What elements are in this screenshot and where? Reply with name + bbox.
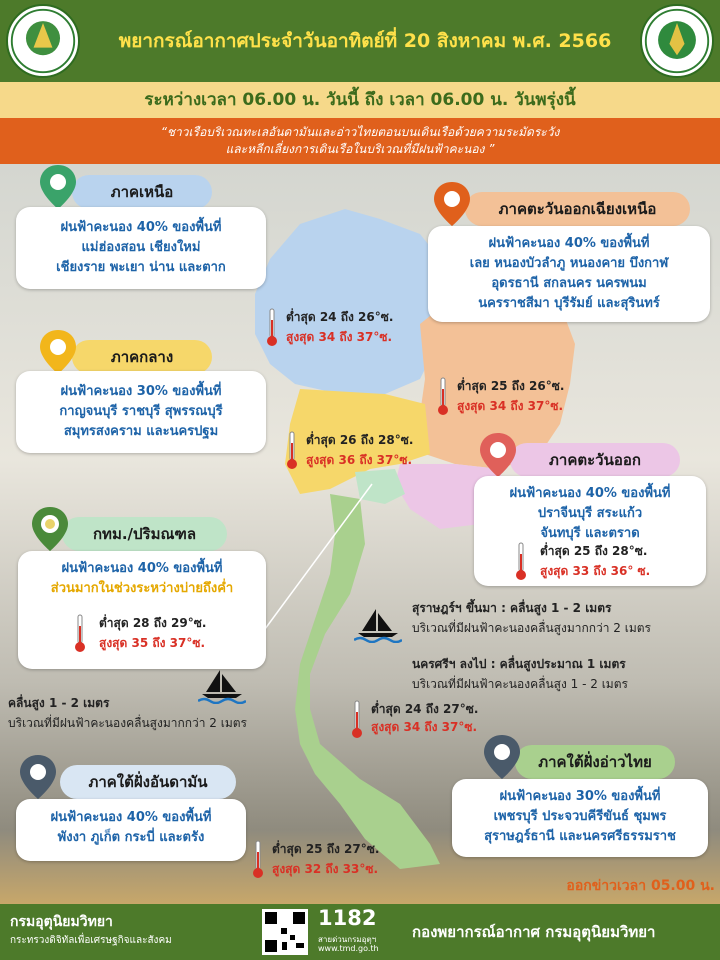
footer-ministry: กระทรวงดิจิทัลเพื่อเศรษฐกิจและสังคม [10,935,172,946]
ministry-logo [6,4,80,78]
temp-south-gulf [351,700,479,744]
thermometer-icon [515,542,527,582]
temp-low: ต่ำสุด 25 ถึง 26°ซ. [457,379,565,393]
northeast-provinces-3: นครราชสีมา บุรีรัมย์ และสุรินทร์ [478,296,660,311]
location-pin-icon [38,328,78,376]
region-tag-bangkok: กทม./ปริมณฑล [62,517,227,551]
temp-low: ต่ำสุด 28 ถึง 29°ซ. [99,616,207,630]
hotline-number: 1182 [318,906,377,930]
central-provinces-1: กาญจนบุรี ราชบุรี สุพรรณบุรี [59,404,223,419]
sailboat-icon [354,607,402,643]
location-pin-icon [482,733,522,781]
temp-south-andaman [252,840,380,884]
north-provinces-2: เชียงราย พะเยา น่าน และตาก [56,260,226,275]
location-pin-icon [18,753,58,801]
temp-high: สูงสุด 32 ถึง 33°ซ. [272,862,379,876]
forecast-card-south-gulf [452,779,708,857]
temp-high: สูงสุด 33 ถึง 36° ซ. [540,564,651,578]
northeast-provinces-1: เลย หนองบัวลำภู หนองคาย บึงกาฬ [469,256,669,271]
location-pin-icon [432,180,472,228]
east-provinces-2: จันทบุรี และตราด [540,526,640,541]
location-pin-icon [478,431,518,479]
footer-org: กรมอุตุนิยมวิทยา [10,914,113,930]
page-title: พยากรณ์อากาศประจำวันอาทิตย์ที่ 20 สิงหาคม พ.ศ. 2566 [118,30,612,52]
temp-north [266,308,394,352]
marine-notice [0,118,720,164]
thermometer-icon [74,614,86,654]
qr-code-icon[interactable] [262,909,308,955]
region-tag-south-gulf: ภาคใต้ฝั่งอ่าวไทย [515,745,675,779]
northeast-rain: ฝนฟ้าคะนอง 40% ของพื้นที่ [488,236,650,251]
forecast-period: ระหว่างเวลา 06.00 น. วันนี้ ถึง เวลา 06.00 น. วันพรุ่งนี้ [0,82,720,118]
central-provinces-2: สมุทรสงคราม และนครปฐม [63,424,219,439]
east-rain: ฝนฟ้าคะนอง 40% ของพื้นที่ [509,486,671,501]
region-tag-east: ภาคตะวันออก [510,443,680,477]
sea-andaman-sub: บริเวณที่มีฝนฟ้าคะนองคลื่นสูงมากกว่า 2 เมตร [8,716,248,730]
thermometer-icon [351,700,363,740]
temp-central [286,431,414,475]
temp-low: ต่ำสุด 24 ถึง 27°ซ. [371,702,479,716]
temp-low: ต่ำสุด 25 ถึง 27°ซ. [272,842,380,856]
temp-high: สูงสุด 34 ถึง 37°ซ. [371,720,478,734]
thermometer-icon [266,308,278,348]
temp-high: สูงสุด 34 ถึง 37°ซ. [286,330,393,344]
sea-upper-title: สุราษฎร์ฯ ขึ้นมา : คลื่นสูง 1 - 2 เมตร [412,601,612,615]
east-provinces-1: ปราจีนบุรี สระแก้ว [537,506,643,521]
north-rain: ฝนฟ้าคะนอง 40% ของพื้นที่ [60,220,222,235]
temp-bangkok [74,614,207,658]
south-gulf-rain: ฝนฟ้าคะนอง 30% ของพื้นที่ [499,789,661,804]
south-gulf-provinces-2: สุราษฎร์ธานี และนครศรีธรรมราช [484,829,676,844]
region-tag-north: ภาคเหนือ [72,175,212,209]
footer-division: กองพยากรณ์อากาศ กรมอุตุนิยมวิทยา [412,923,656,941]
location-pin-icon [38,163,78,211]
temp-high: สูงสุด 34 ถึง 37°ซ. [457,399,564,413]
south-andaman-rain: ฝนฟ้าคะนอง 40% ของพื้นที่ [50,810,212,825]
bangkok-rain: ฝนฟ้าคะนอง 40% ของพื้นที่ [61,561,223,576]
thermometer-icon [437,377,449,417]
south-andaman-provinces: พังงา ภูเก็ต กระบี่ และตรัง [57,830,205,845]
forecast-card-central [16,371,266,453]
temp-low: ต่ำสุด 24 ถึง 26°ซ. [286,310,394,324]
sea-lower-sub: บริเวณที่มีฝนฟ้าคะนองคลื่นสูง 1 - 2 เมตร [412,677,628,691]
forecast-card-northeast [428,226,710,322]
notice-line-2: และหลีกเลี่ยงการเดินเรือในบริเวณที่มีฝนฟ้าคะนอง ” [225,142,495,156]
issued-time: ออกข่าวเวลา 05.00 น. [566,878,715,894]
footer-bar [0,904,720,960]
map-region-north [255,209,450,394]
sea-andaman-title: คลื่นสูง 1 - 2 เมตร [8,696,110,710]
website-link[interactable]: www.tmd.go.th [318,944,379,953]
region-tag-central: ภาคกลาง [72,340,212,374]
temp-northeast [437,377,565,421]
thermometer-icon [252,840,264,880]
forecast-card-north [16,207,266,289]
south-gulf-provinces-1: เพชรบุรี ประจวบคีรีขันธ์ ชุมพร [493,809,667,824]
thermometer-icon [286,431,298,471]
sea-lower-title: นครศรีฯ ลงไป : คลื่นสูงประมาณ 1 เมตร [412,657,626,671]
tmd-logo [640,4,714,78]
north-provinces-1: แม่ฮ่องสอน เชียงใหม่ [81,240,201,255]
region-tag-northeast: ภาคตะวันออกเฉียงเหนือ [465,192,690,226]
temp-high: สูงสุด 36 ถึง 37°ซ. [306,453,413,467]
region-tag-south-andaman: ภาคใต้ฝั่งอันดามัน [60,765,236,799]
bangkok-timing: ส่วนมากในช่วงระหว่างบ่ายถึงค่ำ [50,581,234,596]
central-rain: ฝนฟ้าคะนอง 30% ของพื้นที่ [60,384,222,399]
temp-low: ต่ำสุด 25 ถึง 28°ซ. [540,544,648,558]
location-pin-icon [30,505,70,553]
temp-east [515,542,651,586]
forecast-card-south-andaman [16,799,246,861]
hotline-label: สายด่วนกรมอุตุฯ [318,935,377,944]
temp-low: ต่ำสุด 26 ถึง 28°ซ. [306,433,414,447]
sea-upper-sub: บริเวณที่มีฝนฟ้าคะนองคลื่นสูงมากกว่า 2 เมตร [412,621,652,635]
notice-line-1: “ชาวเรือบริเวณทะเลอันดามันและอ่าวไทยตอนบนเดินเรือด้วยความระมัดระวัง [160,125,560,139]
northeast-provinces-2: อุดรธานี สกลนคร นครพนม [491,276,647,291]
temp-high: สูงสุด 35 ถึง 37°ซ. [99,636,206,650]
